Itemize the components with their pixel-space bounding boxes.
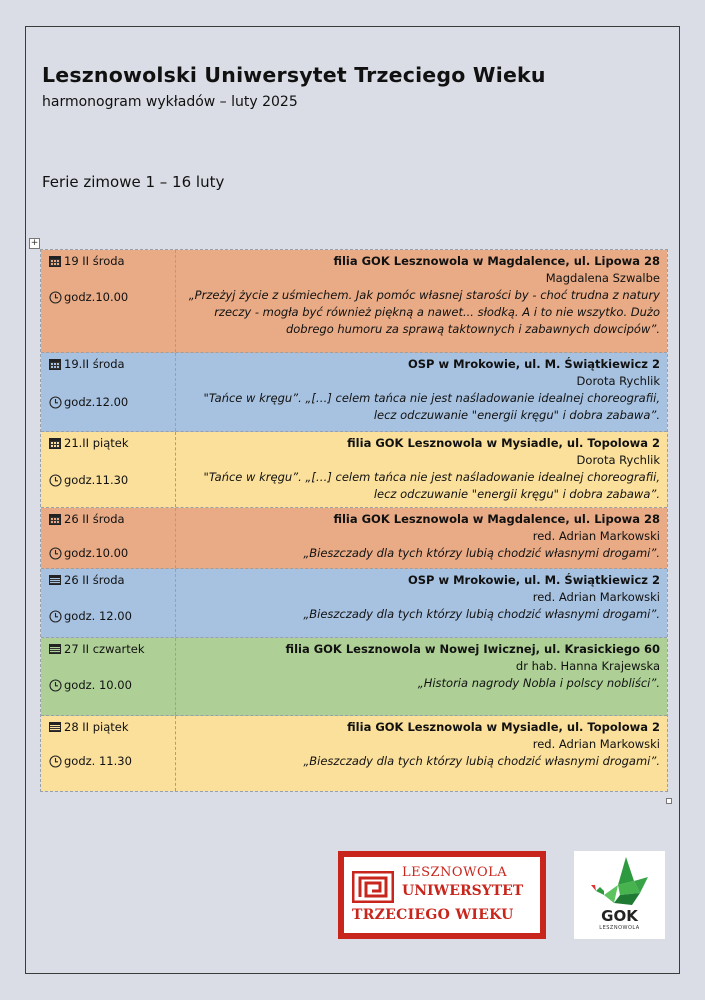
schedule-date-cell <box>41 432 176 507</box>
lecture-speaker: Magdalena Szwalbe <box>545 271 660 285</box>
lecture-time: godz. 12.00 <box>64 609 132 623</box>
document-page <box>25 26 680 974</box>
lecture-location: OSP w Mrokowie, ul. M. Świątkiewicz 2 <box>407 357 660 371</box>
lecture-time: godz. 11.30 <box>64 754 132 768</box>
schedule-row <box>41 250 667 353</box>
lecture-date: 21.II piątek <box>64 436 129 450</box>
lecture-time: godz.11.30 <box>64 473 129 487</box>
schedule-details-cell <box>176 250 667 352</box>
schedule-details-cell <box>176 569 667 637</box>
lecture-location: filia GOK Lesznowola w Mysiadle, ul. Topolowa 2 <box>347 720 660 734</box>
lecture-topic: „Bieszczady dla tych którzy lubią chodzić własnymi drogami”. <box>303 607 660 621</box>
lecture-location: OSP w Mrokowie, ul. M. Świątkiewicz 2 <box>407 573 660 587</box>
gok-logo-text: GOK <box>601 907 638 925</box>
clock-icon <box>49 610 62 623</box>
lecture-topic: „Bieszczady dla tych którzy lubią chodzić własnymi drogami”. <box>303 546 660 560</box>
lecture-speaker: dr hab. Hanna Krajewska <box>515 659 660 673</box>
lecture-topic: "Tańce w kręgu”. „[…] celem tańca nie jest naśladowanie idealnej choreografii, lecz odczuwanie "energii kręgu" i dobra zabawa”. <box>203 391 660 422</box>
lecture-location: filia GOK Lesznowola w Magdalence, ul. Lipowa 28 <box>333 254 660 268</box>
calendar-icon <box>49 438 61 449</box>
gok-logo <box>574 851 665 939</box>
lecture-time: godz.10.00 <box>64 546 129 560</box>
lecture-date: 27 II czwartek <box>64 642 145 656</box>
clock-icon <box>49 396 62 409</box>
lecture-time: godz. 10.00 <box>64 678 132 692</box>
schedule-row <box>41 432 667 508</box>
calendar-icon <box>49 359 61 370</box>
lecture-date: 19 II środa <box>64 254 125 268</box>
schedule-table <box>40 249 668 792</box>
schedule-row <box>41 716 667 791</box>
utw-logo-line1: LESZNOWOLA <box>402 865 508 880</box>
schedule-details-cell <box>176 432 667 507</box>
lecture-speaker: red. Adrian Markowski <box>532 590 660 604</box>
lecture-time: godz.10.00 <box>64 290 129 304</box>
gok-crane-icon <box>574 851 665 911</box>
table-resize-handle[interactable] <box>666 798 672 804</box>
schedule-details-cell <box>176 353 667 431</box>
holiday-note: Ferie zimowe 1 – 16 luty <box>42 173 225 191</box>
gok-logo-subtext: LESZNOWOLA <box>599 925 640 931</box>
calendar-icon <box>49 722 61 732</box>
lecture-topic: „Historia nagrody Nobla i polscy nobliści”. <box>417 676 660 690</box>
lecture-speaker: Dorota Rychlik <box>576 453 660 467</box>
utw-logo <box>338 851 546 939</box>
schedule-date-cell <box>41 508 176 568</box>
lecture-topic: „Przeżyj życie z uśmiechem. Jak pomóc własnej starości by - choć trudna z natury rzeczy - mogła być również piękną a nawet... słodką. A i to nie wszytko. Dużo dobrego humoru za sprawą taktownych i zabawnych dowcipów”. <box>188 288 660 336</box>
lecture-location: filia GOK Lesznowola w Mysiadle, ul. Topolowa 2 <box>347 436 660 450</box>
lecture-speaker: red. Adrian Markowski <box>532 737 660 751</box>
lecture-speaker: Dorota Rychlik <box>576 374 660 388</box>
schedule-date-cell <box>41 716 176 791</box>
schedule-date-cell <box>41 353 176 431</box>
lecture-date: 19.II środa <box>64 357 125 371</box>
calendar-icon <box>49 256 61 267</box>
lecture-date: 26 II środa <box>64 512 125 526</box>
clock-icon <box>49 755 62 768</box>
lecture-location: filia GOK Lesznowola w Magdalence, ul. Lipowa 28 <box>333 512 660 526</box>
schedule-date-cell <box>41 569 176 637</box>
lecture-time: godz.12.00 <box>64 395 129 409</box>
clock-icon <box>49 291 62 304</box>
lecture-topic: "Tańce w kręgu”. „[…] celem tańca nie jest naśladowanie idealnej choreografii, lecz odczuwanie "energii kręgu" i dobra zabawa”. <box>203 470 660 501</box>
utw-logo-line2: UNIWERSYTET <box>402 883 524 899</box>
calendar-icon <box>49 514 61 525</box>
calendar-icon <box>49 575 61 585</box>
lecture-location: filia GOK Lesznowola w Nowej Iwicznej, ul. Krasickiego 60 <box>285 642 660 656</box>
schedule-date-cell <box>41 638 176 715</box>
schedule-row <box>41 508 667 569</box>
lecture-date: 26 II środa <box>64 573 125 587</box>
page-title: Lesznowolski Uniwersytet Trzeciego Wieku <box>42 63 546 87</box>
lecture-topic: „Bieszczady dla tych którzy lubią chodzić własnymi drogami”. <box>303 754 660 768</box>
schedule-row <box>41 353 667 432</box>
table-move-handle-icon[interactable]: + <box>30 238 39 248</box>
utw-logo-line3: TRZECIEGO WIEKU <box>352 907 514 923</box>
clock-icon <box>49 679 62 692</box>
schedule-details-cell <box>176 508 667 568</box>
spiral-logo-icon <box>352 871 394 903</box>
clock-icon <box>49 474 62 487</box>
lecture-date: 28 II piątek <box>64 720 129 734</box>
schedule-details-cell <box>176 638 667 715</box>
schedule-details-cell <box>176 716 667 791</box>
clock-icon <box>49 547 62 560</box>
page-subtitle: harmonogram wykładów – luty 2025 <box>42 94 298 110</box>
schedule-row <box>41 638 667 716</box>
schedule-row <box>41 569 667 638</box>
calendar-icon <box>49 644 61 654</box>
schedule-date-cell <box>41 250 176 352</box>
lecture-speaker: red. Adrian Markowski <box>532 529 660 543</box>
